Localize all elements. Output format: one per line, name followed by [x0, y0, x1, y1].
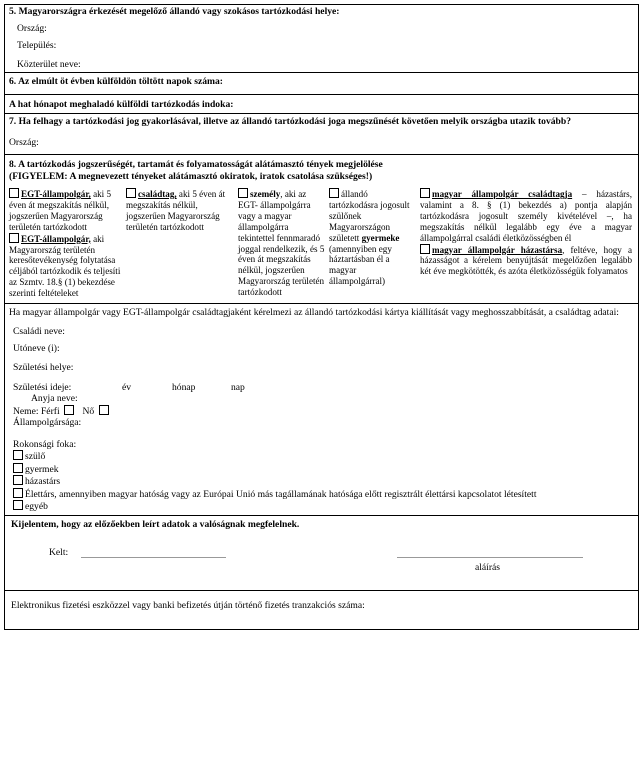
option-column-1: [9, 188, 126, 299]
checkbox[interactable]: [9, 233, 19, 243]
checkbox[interactable]: [9, 188, 19, 198]
option-egt-5-years[interactable]: [9, 188, 122, 233]
option-label: állandó tartózkodásra jogosult szülőnek Magyarországon született: [329, 189, 410, 243]
signature-label: aláírás: [475, 561, 501, 573]
checkbox[interactable]: [420, 244, 430, 254]
day-label: nap: [231, 382, 245, 394]
option-hu-spouse[interactable]: [420, 244, 632, 278]
option-label-bold: családtag,: [138, 189, 177, 199]
checkbox[interactable]: [329, 188, 339, 198]
option-label: aki 5 éven át megszakítás nélkül, jogszerűen Magyarország területén tartózkodott: [9, 189, 112, 232]
checkbox[interactable]: [13, 450, 23, 460]
section-8-warning: (FIGYELEM: A megnevezett tényeket alátámasztó okiratok, iratok csatolása szükséges!): [9, 170, 373, 182]
checkbox[interactable]: [420, 188, 430, 198]
mother-name-field[interactable]: Anyja neve:: [31, 393, 78, 405]
relation-label: gyermek: [25, 463, 59, 475]
days-abroad-field[interactable]: 6. Az elmúlt öt évben külföldön töltött napok száma:: [9, 76, 223, 87]
relation-partner[interactable]: [5, 488, 638, 501]
option-person-retained-right[interactable]: [238, 188, 329, 299]
section-family-member: [4, 303, 639, 515]
option-label-bold: magyar állampolgár családtagja: [432, 189, 573, 199]
relation-title: Rokonsági foka:: [13, 438, 77, 450]
citizenship-field[interactable]: Állampolgársága:: [13, 417, 82, 429]
transaction-number-field[interactable]: Elektronikus fizetési eszközzel vagy banki befizetés útján történő fizetés tranzakciós száma:: [11, 599, 365, 611]
section-5-title: 5. Magyarországra érkezését megelőző állandó vagy szokásos tartózkodási helye:: [9, 6, 340, 17]
signature-field[interactable]: [397, 547, 583, 559]
birth-date-label: Születési ideje:: [13, 382, 72, 394]
option-label-bold: gyermeke: [361, 232, 400, 243]
family-member-intro: Ha magyar állampolgár vagy EGT-állampolgár családtagjaként kérelmezi az állandó tartózkodási kártya kiállítását vagy meghosszabbítását, a családtag adatai:: [9, 307, 619, 319]
option-label: , feltéve, hogy a házasságot a kérelem benyújtását megelőzően legalább két éve megkötötték, és azóta életközösségük folyamatos: [420, 244, 632, 277]
street-field[interactable]: Közterület neve:: [17, 58, 81, 70]
option-label: aki 5 éven át megszakítás nélkül, jogszerűen Magyarország területén tartózkodott: [126, 189, 226, 232]
settlement-field[interactable]: Település:: [17, 40, 57, 51]
section-7-title: 7. Ha felhagy a tartózkodási jog gyakorlásával, illetve az állandó tartózkodási joga megszűnését követően melyik országba utazik tovább?: [9, 116, 572, 127]
option-hu-family-member[interactable]: [420, 188, 632, 244]
declaration-section: [4, 515, 639, 590]
option-label-bold: EGT-állampolgár,: [21, 189, 91, 199]
kelt-label: Kelt:: [49, 546, 69, 558]
option-label: , aki az EGT- állampolgárra vagy a magyar állampolgárra tekintettel fennmaradó joggal rendelkezik, és 5 éven át megszakítás nélkül, jogszerűen Magyarország területén tartózkodott: [238, 189, 325, 298]
female-label: Nő: [82, 405, 95, 417]
option-label-bold: EGT-állampolgár,: [21, 233, 91, 244]
checkbox[interactable]: [13, 500, 23, 510]
relation-other[interactable]: [5, 500, 638, 513]
checkbox[interactable]: [13, 463, 23, 473]
section-8-options: [5, 186, 638, 303]
year-label: év: [122, 382, 132, 394]
family-name-field[interactable]: Családi neve:: [13, 325, 65, 337]
option-label-bold: magyar állampolgár házastársa: [432, 244, 563, 255]
relation-label: szülő: [25, 451, 46, 463]
date-field[interactable]: [49, 547, 226, 559]
relation-label: Élettárs, amennyiben magyar hatóság vagy az Európai Unió más tagállamának hatósága előtt regisztrált élettársi kapcsolatot létesített: [25, 488, 537, 500]
option-egt-worker[interactable]: [9, 233, 122, 299]
male-checkbox[interactable]: [64, 405, 74, 415]
option-label: (amennyiben egy háztartásban él a magyar állampolgárral): [329, 243, 392, 287]
month-label: hónap: [172, 382, 196, 394]
relation-parent[interactable]: [5, 450, 638, 463]
section-7: [4, 113, 639, 154]
declaration-text: Kijelentem, hogy az előzőekben leírt adatok a valóságnak megfelelnek.: [11, 518, 300, 530]
abroad-reason-field[interactable]: A hat hónapot meghaladó külföldi tartózkodás indoka:: [5, 94, 638, 114]
relation-spouse[interactable]: [5, 475, 638, 488]
checkbox[interactable]: [13, 475, 23, 485]
given-name-field[interactable]: Utóneve (i):: [13, 343, 60, 355]
sex-field: [5, 405, 638, 418]
option-label: aki Magyarország területén keresőtevékenység folytatása céljából tartózkodik és teljesíti az Szmtv. 18.§ (1) bekezdése szerinti feltételeket: [9, 233, 121, 299]
section-6: [4, 72, 639, 113]
relation-label: egyéb: [25, 501, 48, 513]
relation-label: házastárs: [25, 476, 61, 488]
option-label: – házastárs, valamint a 8. § (1) bekezdés a) pontja alapján tartózkodásra jogosult személy kivételével –, ha megszakítás nélkül legalább egy éve a magyar állampolgárral családi életközösségben él: [420, 189, 632, 243]
checkbox[interactable]: [238, 188, 248, 198]
sex-label: Neme: Férfi: [13, 405, 60, 417]
form-page: [4, 4, 639, 630]
checkbox[interactable]: [13, 488, 23, 498]
signature-line[interactable]: [397, 547, 583, 558]
relation-child[interactable]: [5, 463, 638, 476]
birth-place-field[interactable]: Születési helye:: [13, 361, 74, 373]
option-family-member[interactable]: [126, 188, 238, 299]
option-child-born[interactable]: [329, 188, 420, 299]
option-column-5: [420, 188, 632, 299]
female-checkbox[interactable]: [99, 405, 109, 415]
section-5: [4, 4, 639, 72]
country-field[interactable]: Ország:: [17, 22, 47, 34]
option-label-bold: személy: [250, 189, 281, 199]
birth-date-field[interactable]: [5, 377, 638, 393]
next-country-field[interactable]: Ország:: [9, 136, 39, 148]
payment-section: [4, 590, 639, 630]
section-8: [4, 154, 639, 303]
section-8-title: 8. A tartózkodás jogszerűségét, tartamát és folyamatosságát alátámasztó tények megjelölése: [9, 159, 383, 170]
checkbox[interactable]: [126, 188, 136, 198]
date-line[interactable]: [81, 547, 226, 558]
